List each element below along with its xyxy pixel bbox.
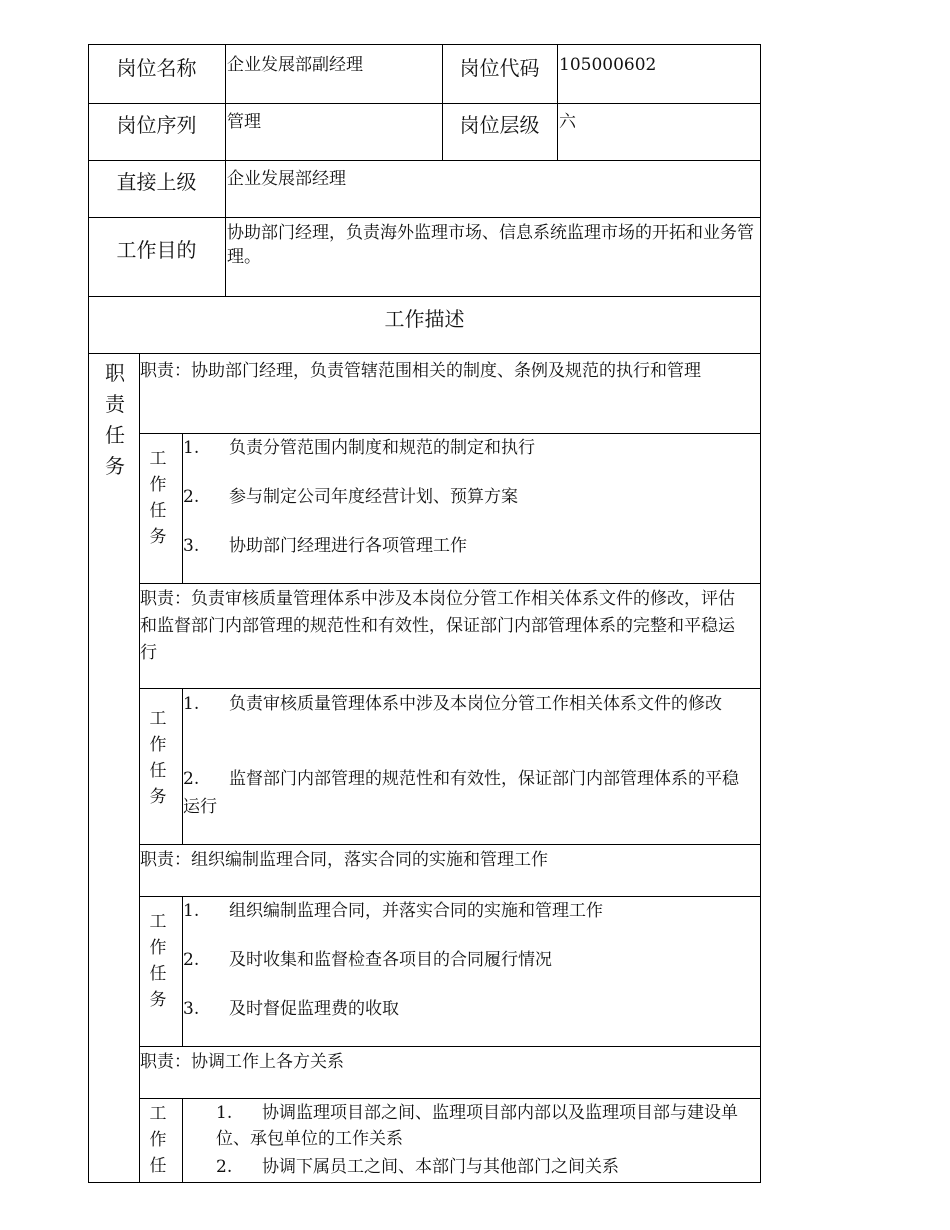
col-divider	[557, 44, 558, 161]
supervisor-value: 企业发展部经理	[227, 169, 346, 189]
row-divider	[139, 583, 761, 584]
task-item: 2. 协调下属员工之间、本部门与其他部门之间关系	[216, 1157, 619, 1177]
purpose-value: 协助部门经理，负责海外监理市场、信息系统监理市场的开拓和业务管理。	[227, 223, 754, 267]
duty-text: 职责：组织编制监理合同，落实合同的实施和管理工作	[140, 850, 548, 870]
duty-text: 职责：负责审核质量管理体系中涉及本岗位分管工作相关体系文件的修改，评估和监督部门内部管理的规范性和有效性，保证部门内部管理体系的完整和平稳运行	[140, 589, 735, 663]
row-divider	[88, 353, 761, 354]
row-divider	[88, 103, 761, 104]
table-border-right	[760, 44, 761, 1183]
position-name-value: 企业发展部副经理	[227, 55, 363, 75]
task-item: 1. 负责审核质量管理体系中涉及本岗位分管工作相关体系文件的修改	[183, 694, 722, 714]
description-title: 工作描述	[384, 307, 465, 331]
table-border-top	[88, 44, 761, 45]
position-level-label: 岗位层级	[459, 113, 540, 137]
position-name-label: 岗位名称	[116, 56, 197, 80]
duties-label: 职 责 任 务	[105, 361, 125, 478]
table-border-bottom	[88, 1182, 761, 1183]
row-divider	[139, 1098, 761, 1099]
row-divider	[139, 1046, 761, 1047]
task-item: 2. 参与制定公司年度经营计划、预算方案	[183, 487, 518, 507]
row-divider	[88, 217, 761, 218]
task-item: 3. 协助部门经理进行各项管理工作	[183, 536, 467, 556]
task-item: 1. 负责分管范围内制度和规范的制定和执行	[183, 438, 535, 458]
col-divider	[182, 1098, 183, 1183]
task-label: 工 作 任 务	[149, 912, 167, 1010]
position-code-label: 岗位代码	[459, 56, 540, 80]
duty-text: 职责：协调工作上各方关系	[140, 1052, 344, 1072]
position-code-value: 105000602	[559, 55, 657, 75]
task-label: 工 作 任	[149, 1104, 167, 1176]
position-series-label: 岗位序列	[116, 113, 197, 137]
task-item: 1. 组织编制监理合同，并落实合同的实施和管理工作	[183, 901, 603, 921]
row-divider	[88, 160, 761, 161]
task-item: 1. 协调监理项目部之间、监理项目部内部以及监理项目部与建设单位、承包单位的工作关系	[216, 1103, 738, 1149]
position-level-value: 六	[559, 112, 576, 132]
task-label: 工 作 任 务	[149, 709, 167, 807]
duty-text: 职责：协助部门经理，负责管辖范围相关的制度、条例及规范的执行和管理	[140, 361, 701, 381]
task-item: 3. 及时督促监理费的收取	[183, 999, 399, 1019]
supervisor-label: 直接上级	[116, 170, 197, 194]
col-divider	[225, 44, 226, 297]
row-divider	[88, 296, 761, 297]
position-series-value: 管理	[227, 112, 261, 132]
task-item: 2. 监督部门内部管理的规范性和有效性，保证部门内部管理体系的平稳运行	[183, 769, 739, 817]
task-label: 工 作 任 务	[149, 449, 167, 547]
row-divider	[139, 688, 761, 689]
purpose-label: 工作目的	[116, 238, 197, 262]
row-divider	[139, 844, 761, 845]
table-border-left	[88, 44, 89, 1183]
task-item: 2. 及时收集和监督检查各项目的合同履行情况	[183, 950, 552, 970]
